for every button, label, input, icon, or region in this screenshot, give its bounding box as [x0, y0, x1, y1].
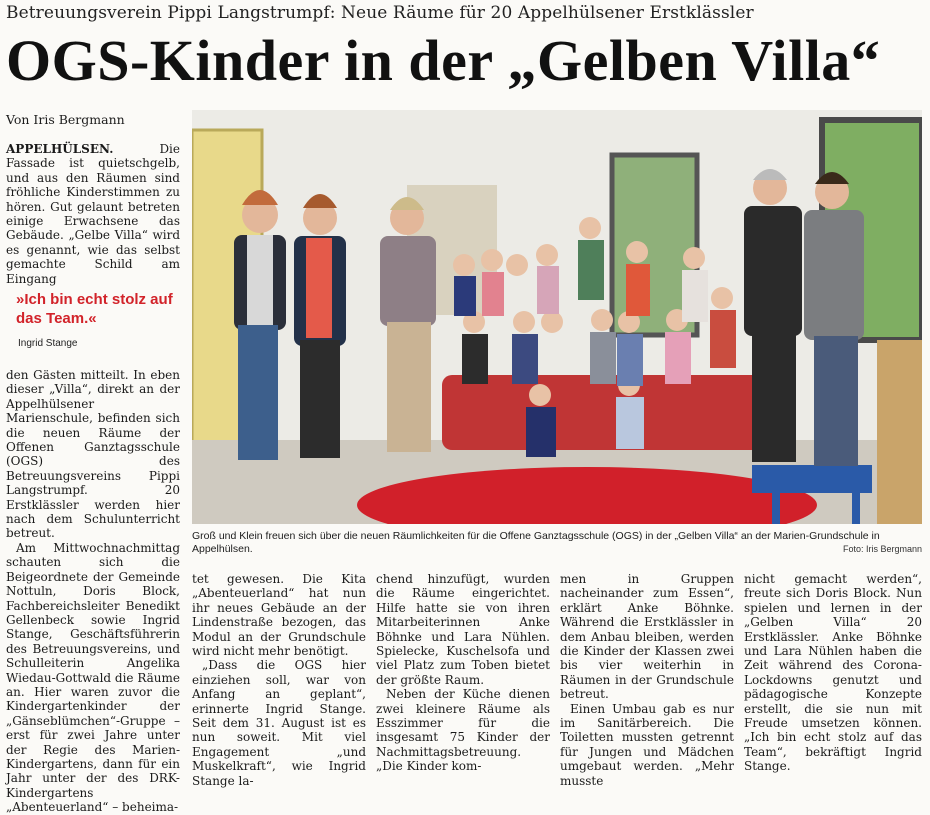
paragraph: Neben der Küche dienen zwei kleinere Räume als Esszimmer für die insgesamt 75 Kinder der Nachmittagsbetreuung. „Die Kinder kom-: [376, 687, 550, 774]
pull-quote: »Ich bin echt stolz auf das Team.«: [16, 291, 173, 327]
paragraph: chend hinzufügt, wurden die Räume eingerichtet. Hilfe hatte sie von ihren Mitarbeiterinnen Anke Böhnke und Lara Nühlen. Spielecke, Kuschelsofa und viel Platz zum Toben bietet der größte Raum.: [376, 572, 550, 687]
photo-credit: Foto: Iris Bergmann: [842, 544, 922, 554]
photo-illustration: [192, 110, 922, 524]
paragraph: Einen Umbau gab es nur im Sanitärbereich. Die Toiletten mussten getrennt für Jungen und Mädchen umgebaut werden. „Mehr musste: [560, 701, 734, 788]
paragraph: nicht gemacht werden“, freute sich Doris Block. Nun spielen und lernen in der „Gelben Villa“ 20 Erstklässler. Anke Böhnke und Lara Nühlen haben die Zeit während des Corona-Lockdowns genutzt und pädagogische Konzepte erstellt, die sie nun mit Freude umsetzen können. „Ich bin echt stolz auf das Team“, bekräftigt Ingrid Stange.: [744, 572, 922, 774]
group-photo: [192, 110, 922, 524]
article-column-5: [744, 572, 922, 774]
paragraph: Am Mittwochnachmittag schauten sich die Beigeordnete der Gemeinde Nottuln, Doris Block, Fachbereichsleiter Benedikt Gellenbeck sowie Ingrid Stange, Geschäftsführerin des Betreuungsvereins, und Schulleiterin Angelika Wiedau-Gottwald die Räume an. Hier waren zuvor die Kindergartenkinder der „Gänseblümchen“-Gruppe – erst für zwei Jahre unter der Regie des Marien-Kindergartens, dann für ein Jahr unter der des DRK-Kindergartens „Abenteuerland“ – beheima-: [6, 540, 181, 815]
photo-caption: Groß und Klein freuen sich über die neuen Räumlichkeiten für die Offene Ganztagsschule (OGS) in der „Gelben Villa“ an der Marien-Grundschule in Appelhülsen.: [192, 530, 880, 555]
pull-quote-author: Ingrid Stange: [18, 338, 78, 349]
paragraph: den Gästen mitteilt. In eben dieser „Villa“, direkt an der Appelhülsener Marienschule, befinden sich die neuen Räume der Offenen Ganztagsschule (OGS) des Betreuungsvereins Pippi Langstrumpf. 20 Erstklässler werden hier nach dem Schulunterricht betreut.: [6, 368, 180, 541]
kicker-line: Betreuungsverein Pippi Langstrumpf: Neue Räume für 20 Appelhülsener Erstklässler: [6, 3, 754, 23]
article-column-4: [560, 572, 734, 788]
intro-text: Die Fassade ist quietschgelb, und aus den Räumen sind fröhliche Kinderstimmen zu hören. Gut gelaunt betreten einige Erwachsene das Gebäude. „Gelbe Villa“ wird es genannt, wie das selbst gemachte Schild am Eingang: [6, 142, 180, 286]
paragraph: men in Gruppen nacheinander zum Essen“, erklärt Anke Böhnke. Während die Erstklässler in dem Anbau bleiben, werden die Kinder der Klassen zwei bis vier weiterhin in Räumen in der Grundschule betreut.: [560, 572, 734, 702]
dateline: APPELHÜLSEN.: [6, 142, 114, 156]
paragraph: „Dass die OGS hier einziehen soll, war von Anfang an geplant“, erinnerte Ingrid Stange. Seit dem 31. August ist es nun soweit. Mit viel Engagement „und Muskelkraft“, wie Ingrid Stange la-: [192, 658, 366, 788]
intro-paragraph: [6, 142, 180, 286]
byline: Von Iris Bergmann: [6, 112, 125, 127]
article-column-1-bottom: [6, 368, 180, 815]
headline: OGS-Kinder in der „Gelben Villa“: [6, 28, 881, 93]
paragraph: tet gewesen. Die Kita „Abenteuerland“ hat nun ihr neues Gebäude an der Lindenstraße bezogen, das Modul an der Grundschule wird nicht mehr benötigt.: [192, 572, 366, 659]
article-column-2: [192, 572, 366, 788]
article-column-1-top: [6, 142, 180, 286]
article-column-3: [376, 572, 550, 774]
